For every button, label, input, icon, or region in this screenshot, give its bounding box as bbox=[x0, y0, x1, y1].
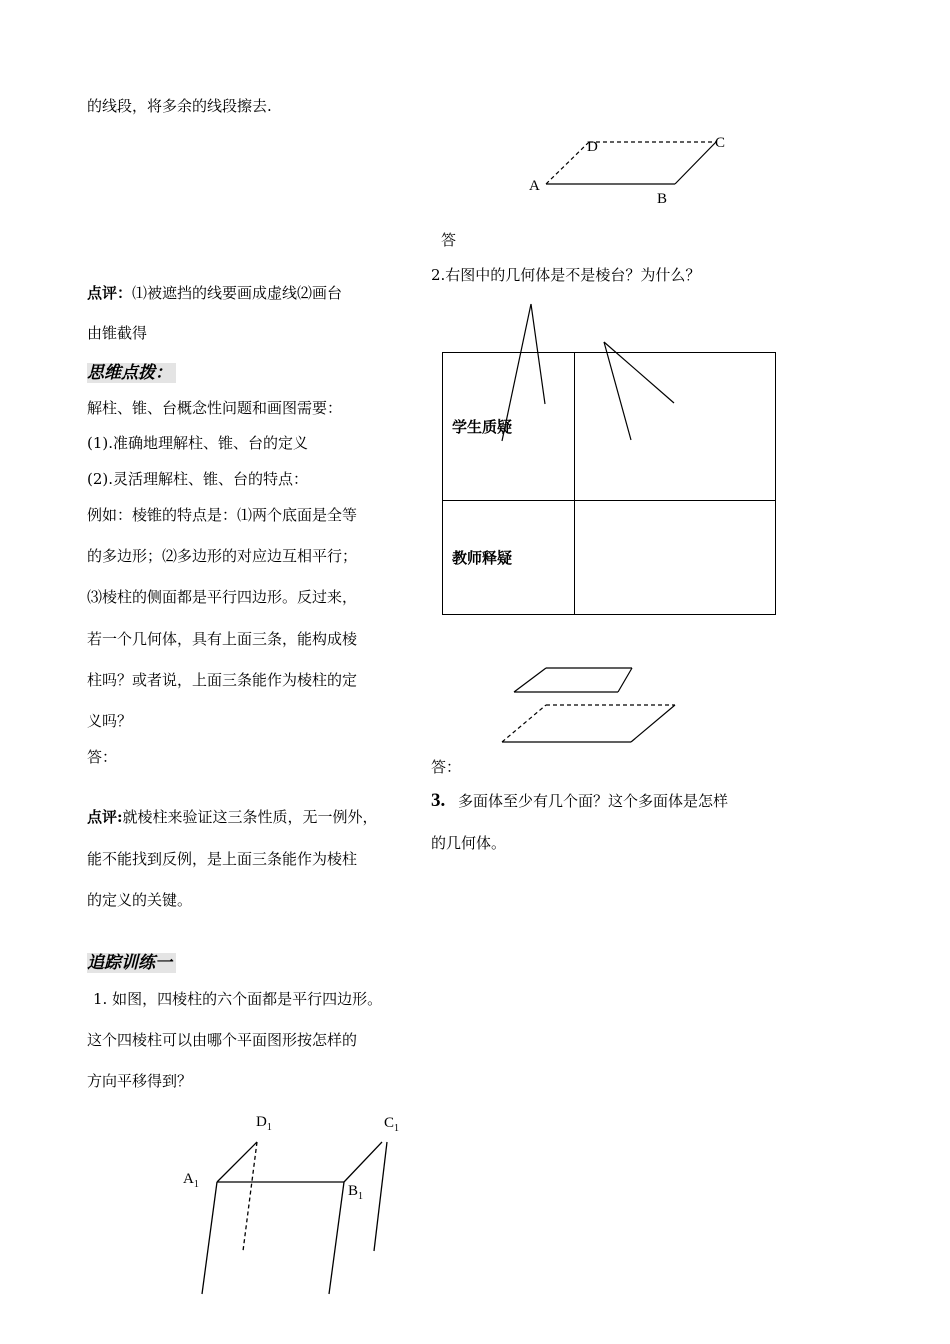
label-a: A bbox=[529, 178, 540, 194]
answer-2: 答： bbox=[431, 758, 462, 776]
comment-1-line2: 由锥截得 bbox=[87, 324, 148, 342]
edge-a1d1 bbox=[217, 1142, 257, 1182]
plane-top-edge bbox=[514, 668, 546, 692]
question-3-line2: 的几何体。 bbox=[431, 834, 507, 852]
thinking-title: 思维点拨： bbox=[87, 363, 176, 383]
label-b1: $B_1$ bbox=[348, 1183, 364, 1202]
question-3-number: 3. bbox=[431, 790, 446, 811]
question-3-text: 多面体至少有几个面？这个多面体是怎样 bbox=[458, 792, 729, 810]
parallel-planes-figure bbox=[502, 668, 675, 742]
frustum-figure bbox=[502, 304, 674, 441]
thinking-line-6: ⑶棱柱的侧面都是平行四边形。反过来， bbox=[87, 588, 358, 606]
label-d1: $D_1$ bbox=[256, 1114, 272, 1133]
edge-a1-down bbox=[202, 1182, 217, 1294]
label-c1: $C_1$ bbox=[384, 1115, 400, 1134]
intro-continuation: 的线段，将多余的线段擦去. bbox=[87, 97, 272, 115]
edge-ad bbox=[546, 142, 589, 184]
comment-2-line3: 的定义的关键。 bbox=[87, 891, 193, 909]
thinking-line-7: 若一个几何体，具有上面三条，能构成棱 bbox=[87, 630, 358, 648]
thinking-line-8: 柱吗？或者说，上面三条能作为棱柱的定 bbox=[87, 671, 358, 689]
edge-b1-down bbox=[329, 1182, 344, 1294]
training-q1-line3: 方向平移得到？ bbox=[87, 1072, 193, 1090]
frustum-edge bbox=[604, 342, 631, 440]
plane-top-edge bbox=[618, 668, 632, 692]
label-c: C bbox=[715, 135, 726, 151]
edge-b1c1 bbox=[344, 1142, 382, 1182]
comment-1-label: 点评： bbox=[87, 284, 133, 302]
label-a1: $A_1$ bbox=[183, 1171, 199, 1190]
thinking-line-2: (1).准确地理解柱、锥、台的定义 bbox=[87, 434, 309, 452]
plane-bottom-edge bbox=[502, 705, 546, 742]
label-b: B bbox=[657, 191, 668, 207]
parallelogram-figure bbox=[546, 142, 716, 184]
thinking-line-1: 解柱、锥、台概念性问题和画图需要： bbox=[87, 399, 343, 417]
thinking-line-5: 的多边形；⑵多边形的对应边互相平行； bbox=[87, 547, 358, 565]
thinking-line-3: (2).灵活理解柱、锥、台的特点： bbox=[87, 470, 309, 488]
teacher-answers-cell: 教师释疑 bbox=[443, 501, 575, 615]
thinking-line-9: 义吗？ bbox=[87, 712, 133, 730]
training-title: 追踪训练一 bbox=[87, 953, 176, 973]
answer-1: 答 bbox=[441, 231, 457, 249]
label-d: D bbox=[587, 139, 598, 155]
frustum-edge bbox=[502, 304, 531, 441]
question-2: 2.右图中的几何体是不是棱台？为什么？ bbox=[431, 266, 701, 284]
edge-c1-down bbox=[374, 1142, 387, 1251]
student-questions-cell: 学生质疑 bbox=[443, 353, 575, 501]
edge-d1-down bbox=[243, 1142, 257, 1251]
comment-2-line2: 能不能找到反例，是上面三条能作为棱柱 bbox=[87, 850, 358, 868]
plane-bottom-edge bbox=[631, 705, 675, 742]
edge-bc bbox=[675, 142, 716, 184]
comment-1-text: ⑴被遮挡的线要画成虚线⑵画台 bbox=[132, 284, 343, 302]
frustum-edge bbox=[531, 304, 545, 404]
comment-2-text: 就棱柱来验证这三条性质，无一例外， bbox=[122, 808, 378, 826]
training-q1-line1: 1. 如图，四棱柱的六个面都是平行四边形。 bbox=[93, 990, 383, 1008]
prism-figure bbox=[202, 1142, 387, 1294]
thinking-answer: 答： bbox=[87, 748, 118, 766]
thinking-line-4: 例如：棱锥的特点是：⑴两个底面是全等 bbox=[87, 506, 358, 524]
comment-2-label: 点评: bbox=[87, 808, 123, 826]
frustum-edge bbox=[604, 342, 674, 403]
training-q1-line2: 这个四棱柱可以由哪个平面图形按怎样的 bbox=[87, 1031, 358, 1049]
